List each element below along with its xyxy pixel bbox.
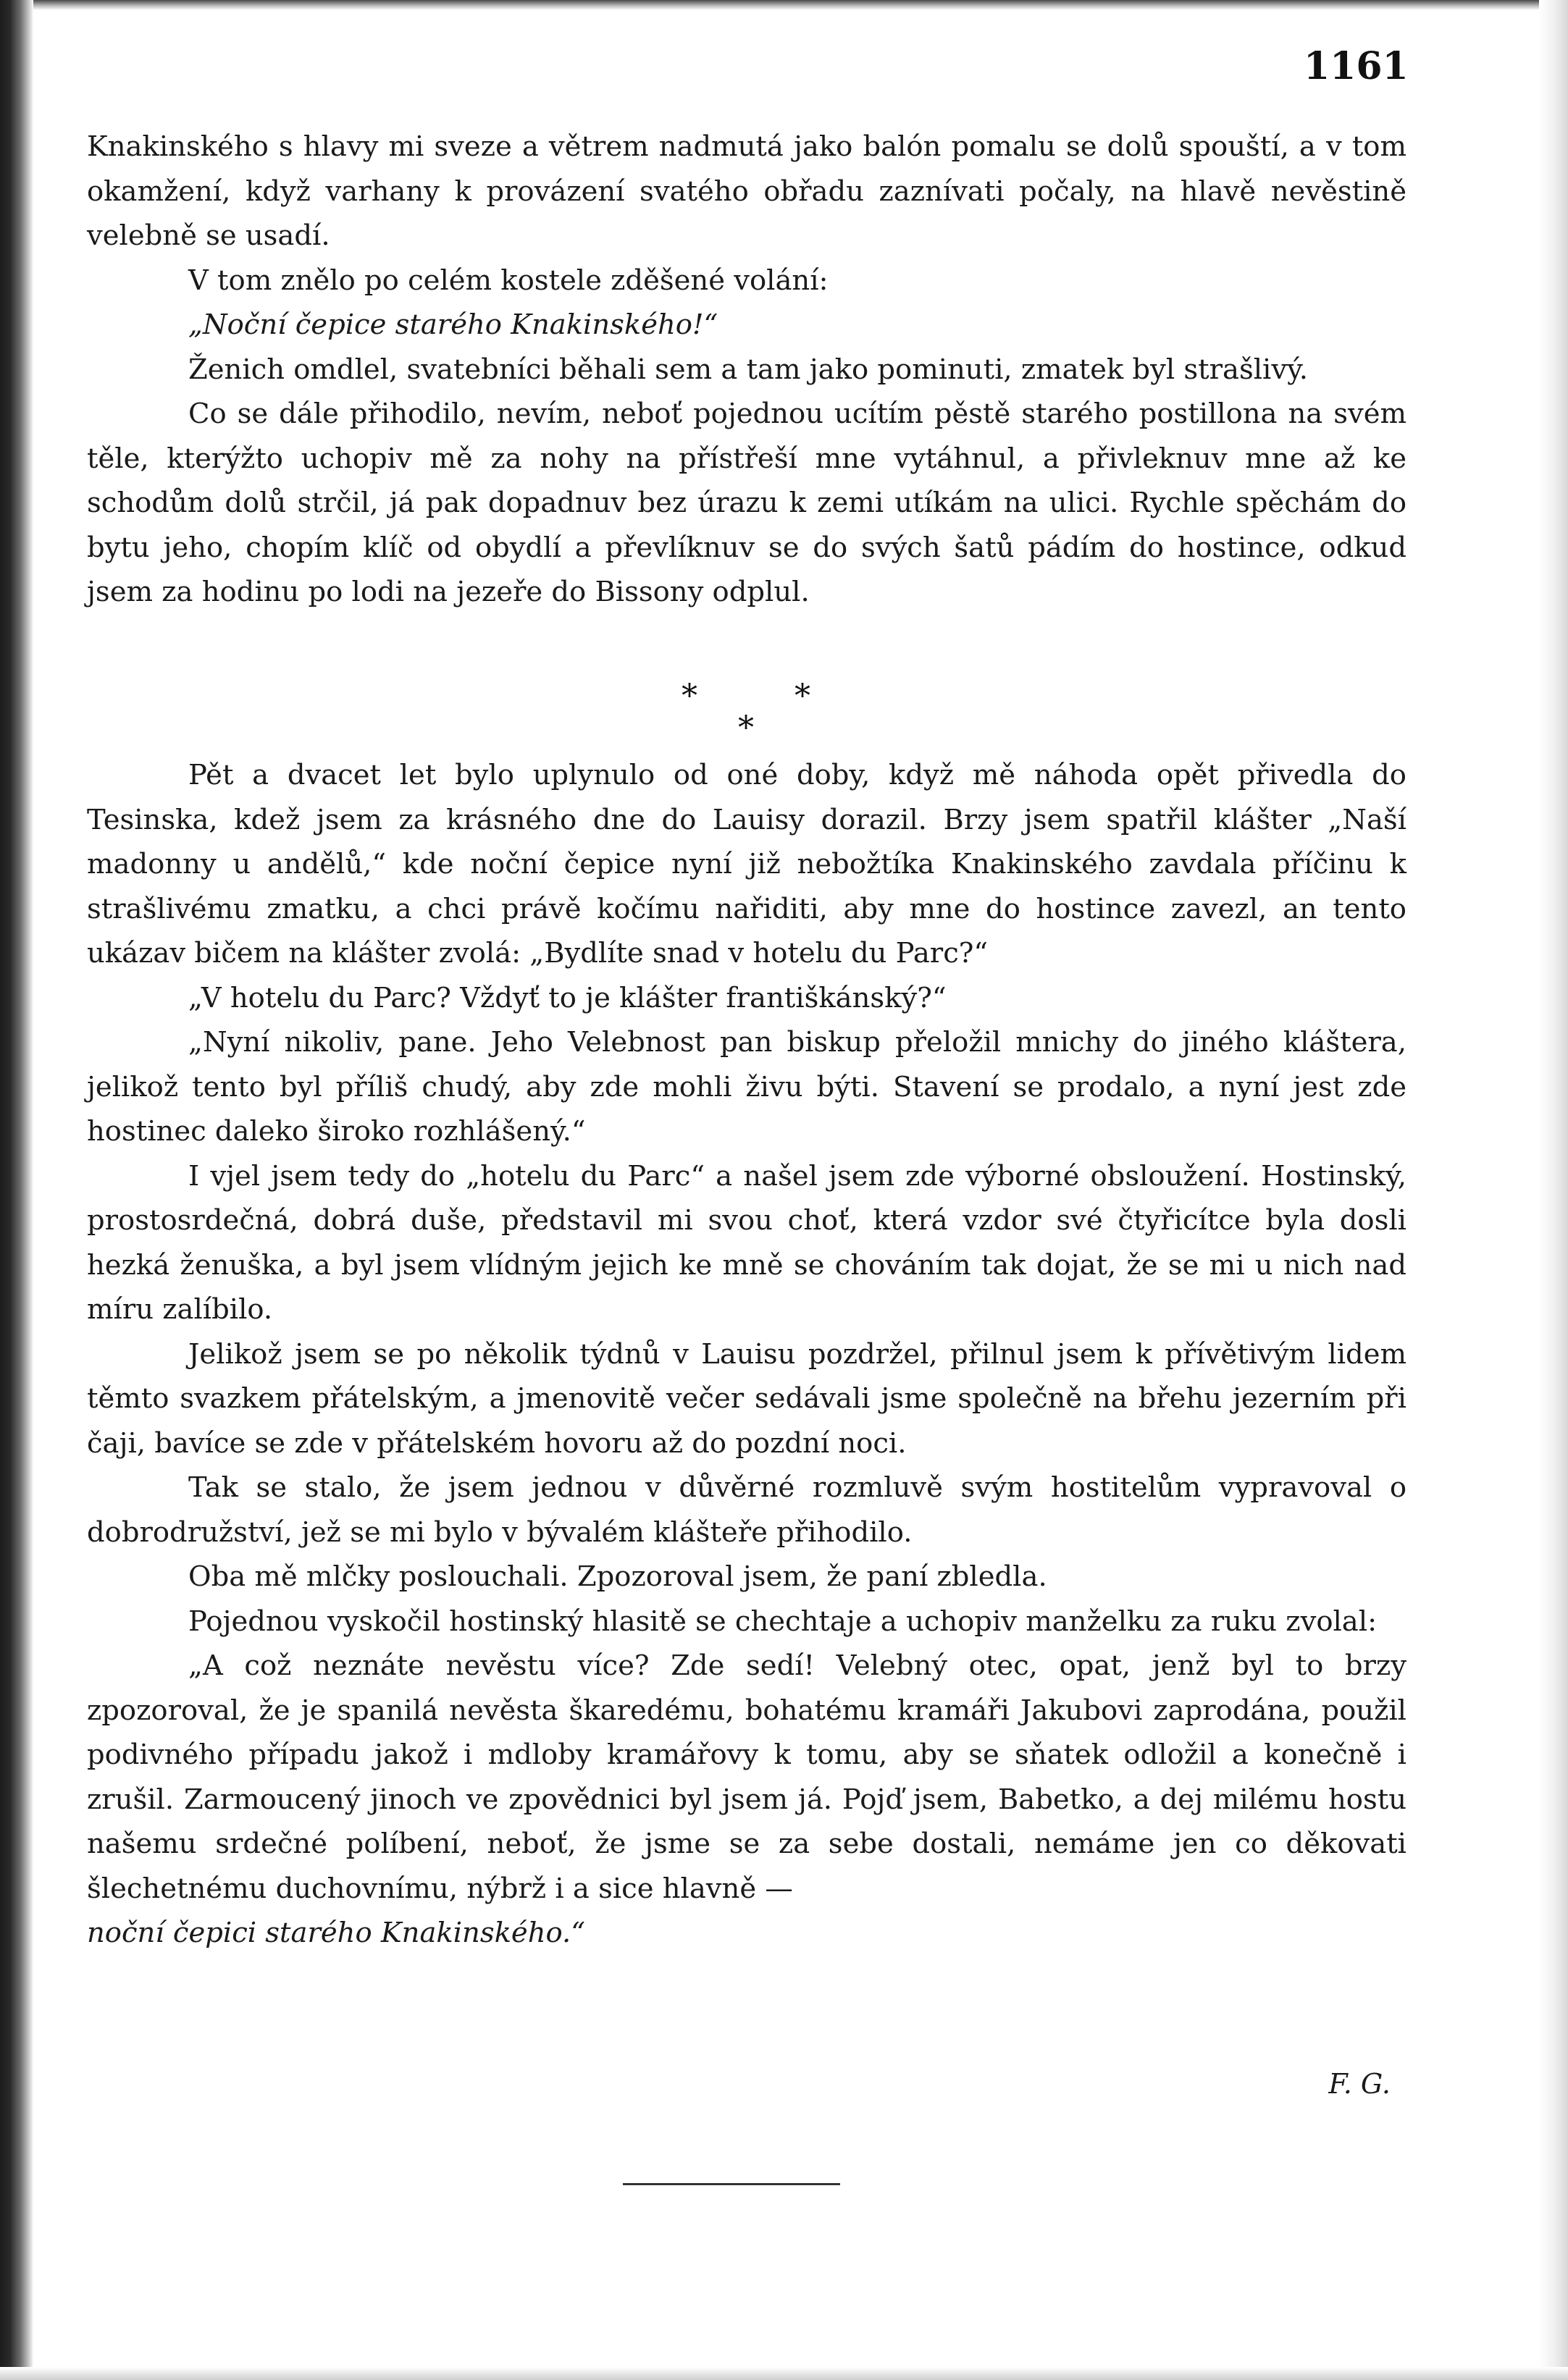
scan-edge-right	[1539, 0, 1568, 2380]
section-separator: * * *	[682, 678, 854, 747]
paragraph: Ženich omdlel, svatebníci běhali sem a tam jako pominuti, zmatek byl strašlivý.	[188, 353, 1308, 386]
page-number: 1161	[1304, 44, 1409, 88]
closing-italic-line: noční čepici starého Knakinského.“	[87, 1917, 585, 1949]
scan-edge-bottom	[0, 2367, 1568, 2380]
author-signature: F. G.	[1328, 2068, 1391, 2100]
paragraph: „A což neznáte nevěstu více? Zde sedí! Velebný otec, opat, jenž byl to brzy zpozoroval, že je spanilá nevěsta škaredému, bohatému kramáři Jakubovi zaprodána, použil podivného případu jakož i mdloby kramářovy k tomu, aby se sňatek odložil a konečně i zrušil. Zarmoucený jinoch ve zpovědnici byl jsem já. Pojď jsem, Babetko, a dej milému hostu našemu srdečné políbení, neboť, že jsme se za sebe dostali, nemáme jen co děkovati šlechetnému duchovnímu, nýbrž i a sice hlavně —	[87, 1649, 1406, 1905]
paragraph: I vjel jsem tedy do „hotelu du Parc“ a našel jsem zde výborné obsloužení. Hostinský, prostosrdečná, dobrá duše, představil mi svou choť, která vzdor své čtyřicítce byla dosli hezká ženuška, a byl jsem vlídným jejich ke mně se chováním tak dojat, že se mi u nich nad míru zalíbilo.	[87, 1159, 1406, 1326]
quote-italic: „Noční čepice starého Knakinského!“	[188, 308, 718, 341]
scan-edge-top	[0, 0, 1568, 10]
paragraph: „Nyní nikoliv, pane. Jeho Velebnost pan biskup přeložil mnichy do jiného kláštera, jelikož tento byl příliš chudý, aby zde mohli živu býti. Stavení se prodalo, a nyní jest zde hostinec daleko široko rozhlášený.“	[87, 1026, 1406, 1148]
paragraph: Pět a dvacet let bylo uplynulo od oné doby, když mě náhoda opět přivedla do Tesinska, kdež jsem za krásného dne do Lauisy dorazil. Brzy jsem spatřil klášter „Naší madonny u andělů,“ kde noční čepice nyní již nebožtíka Knakinského zavdala příčinu k strašlivému zmatku, a chci právě kočímu nařiditi, aby mne do hostince zavezl, an tento ukázav bičem na klášter zvolá: „Bydlíte snad v hotelu du Parc?“	[87, 759, 1406, 970]
paragraph: Jelikož jsem se po několik týdnů v Lauisu pozdržel, přilnul jsem k přívětivým lidem těmto svazkem přátelským, a jmenovitě večer sedávali jsme společně na břehu jezerním při čaji, bavíce se zde v přátelském hovoru až do pozdní noci.	[87, 1337, 1406, 1460]
paragraph: „V hotelu du Parc? Vždyť to je klášter františkánský?“	[188, 981, 947, 1014]
end-rule	[623, 2183, 840, 2185]
paragraph: Tak se stalo, že jsem jednou v důvěrné rozmluvě svým hostitelům vypravoval o dobrodružství, jež se mi bylo v bývalém klášteře přihodilo.	[87, 1471, 1406, 1549]
paragraph: Co se dále přihodilo, nevím, neboť pojednou ucítím pěstě starého postillona na svém těle, kterýžto uchopiv mě za nohy na přístřeší mne vytáhnul, a přivleknuv mne až ke schodům dolů strčil, já pak dopadnuv bez úrazu k zemi utíkám na ulici. Rychle spěchám do bytu jeho, chopím klíč od obydlí a převlíknuv se do svých šatů pádím do hostince, odkud jsem za hodinu po lodi na jezeře do Bissony odplul.	[87, 398, 1406, 608]
text-block-bottom	[87, 753, 1406, 1956]
paragraph: Oba mě mlčky poslouchali. Zpozoroval jsem, že paní zbledla.	[188, 1560, 1047, 1593]
paragraph: Knakinského s hlavy mi sveze a větrem nadmutá jako balón pomalu se dolů spouští, a v tom okamžení, když varhany k provázení svatého obřadu zaznívati počaly, na hlavě nevěstině velebně se usadí.	[87, 130, 1406, 252]
scan-edge-left	[0, 0, 33, 2380]
paragraph: V tom znělo po celém kostele zděšené volání:	[188, 264, 829, 297]
paragraph: Pojednou vyskočil hostinský hlasitě se chechtaje a uchopiv manželku za ruku zvolal:	[188, 1605, 1378, 1638]
text-block-top	[87, 125, 1406, 615]
